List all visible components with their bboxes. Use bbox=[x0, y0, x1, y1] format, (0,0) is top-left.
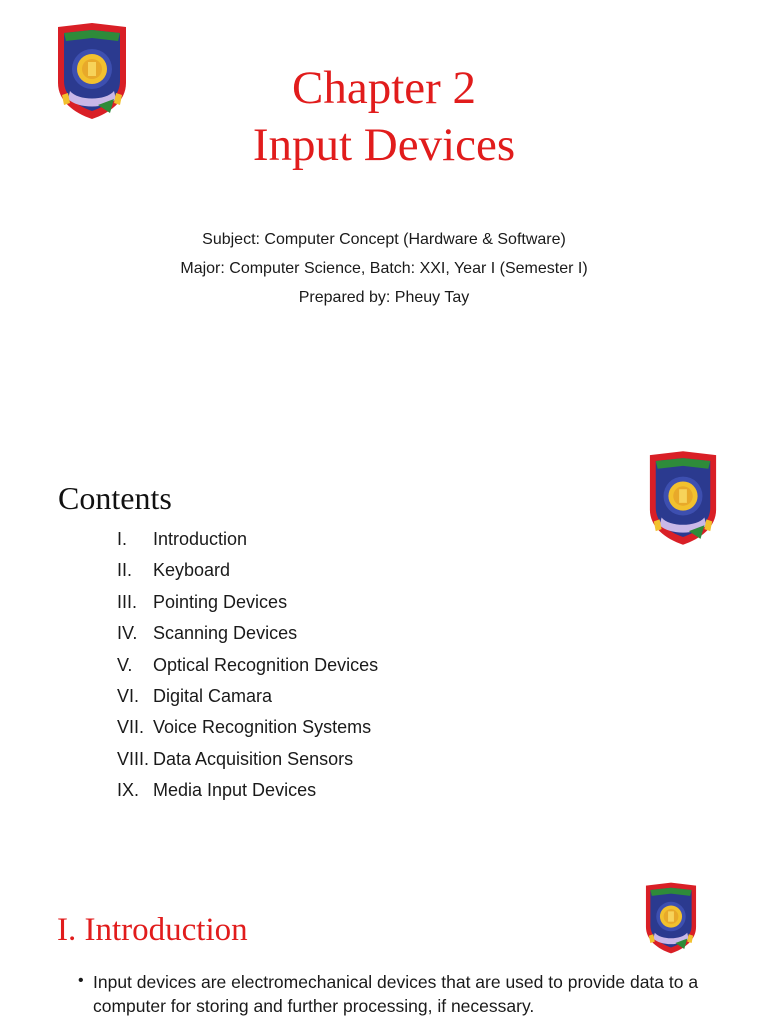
contents-item-number: IV. bbox=[117, 623, 138, 644]
subject-line: Subject: Computer Concept (Hardware & Software) bbox=[202, 231, 566, 248]
contents-item-label: Voice Recognition Systems bbox=[153, 717, 372, 738]
introduction-heading: I. Introduction bbox=[57, 912, 248, 948]
contents-item-label: Media Input Devices bbox=[153, 780, 317, 801]
contents-item-number: IX. bbox=[117, 780, 140, 801]
contents-item-label: Data Acquisition Sensors bbox=[153, 748, 354, 769]
introduction-bullet: Input devices are electromechanical devices that are used to provide data to a computer for storing and further processing, if necessary. bbox=[93, 972, 699, 1016]
contents-heading: Contents bbox=[58, 480, 172, 516]
contents-item-label: Introduction bbox=[153, 529, 248, 549]
contents-item-number: VI. bbox=[117, 686, 140, 706]
contents-item-number: III. bbox=[117, 591, 138, 612]
contents-item-label: Digital Camara bbox=[153, 686, 273, 706]
chapter-subtitle: Input Devices bbox=[252, 119, 516, 171]
contents-item-number: V. bbox=[117, 654, 133, 675]
contents-item-label: Keyboard bbox=[153, 560, 231, 581]
university-crest-logo bbox=[643, 880, 699, 956]
contents-item-number: I. bbox=[117, 529, 128, 549]
university-crest-logo bbox=[646, 448, 720, 548]
contents-item-label: Optical Recognition Devices bbox=[153, 654, 379, 675]
prepared-by-line: Prepared by: Pheuy Tay bbox=[298, 289, 470, 306]
chapter-title: Chapter 2 bbox=[291, 62, 477, 114]
contents-item-label: Pointing Devices bbox=[153, 591, 288, 612]
major-line: Major: Computer Science, Batch: XXI, Year I (Semester I) bbox=[180, 260, 588, 277]
contents-item-label: Scanning Devices bbox=[153, 623, 298, 644]
bullet-dot: • bbox=[78, 972, 84, 989]
contents-item-number: II. bbox=[117, 560, 133, 581]
contents-item-number: VIII. bbox=[117, 748, 150, 769]
contents-item-number: VII. bbox=[117, 717, 145, 738]
